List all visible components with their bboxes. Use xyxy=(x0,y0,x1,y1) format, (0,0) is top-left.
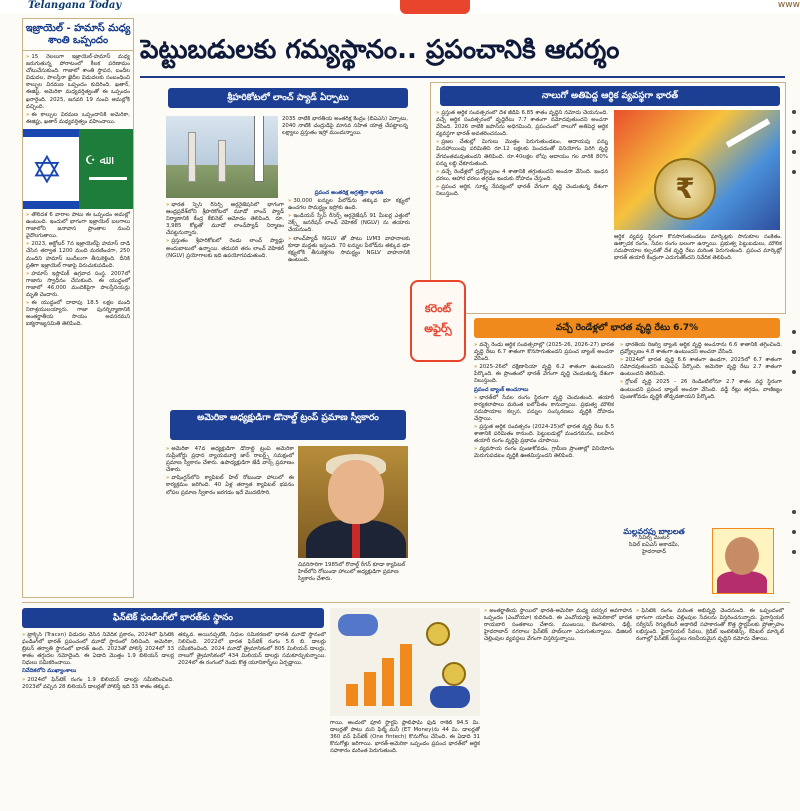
fintech-subhead: నివేదికలోని ముఖ్యాంశాలు xyxy=(22,668,77,675)
paragraph: » ప్రజల చేతుల్లో మిగులు మొత్తం పెరుగుతుండటం, ఆదాయపు పన్ను మినహాయింపు పరిమితిని రూ.12 లక్షలకు పెంచడంతో వినియోగం పెరిగి వృద్ధి వేగవంతమవుతుందని తెలిపింది. రూ.40లక్షల లోపు ఆదాయం గల వారికి 80% పన్ను లబ్ధి చేకూరుతుంది. xyxy=(436,139,608,167)
paragraph: » గ్లోబల్ వృద్ధి 2025 - 26 రెండింటిలోనూ 2.7 శాతం వద్ద స్థిరంగా ఉంటుందని ప్రపంచ బ్యాంక్ అంచనా వేసింది. వడ్డీ రేట్లు తగ్గడం, వాణిజ్యం పుంజుకోవడం వృద్ధికి తోడ్పడతాయని పేర్కొంది. xyxy=(620,379,782,400)
trump-banner: అమెరికా అధ్యక్షుడిగా డొనాల్డ్ ట్రంప్ ప్రమాణ స్వీకారం xyxy=(170,410,406,440)
israel-flag-icon: ✡ xyxy=(23,129,79,209)
hand-icon xyxy=(430,686,470,708)
economy-banner: నాలుగో అతిపెద్ద ఆర్థిక వ్యవస్థగా భారత్ xyxy=(440,86,780,106)
masthead-logo xyxy=(400,0,470,14)
paragraph: » ప్రస్తుత ఆర్థిక సంవత్సరంలో దేశ జీడీపీ 6.85 శాతం వృద్ధిని నమోదు చేయనుంది. వచ్చే ఆర్థిక సంవత్సరంలో వృద్ధిరేటు 7.7 శాతంగా నమోదవుతుందని అంచనా వేసింది. 2026 నాటికి జపాన్‌ను అధిగమించి, ప్రపంచంలో నాలుగో అతిపెద్ద ఆర్థిక వ్యవస్థగా భారత్ అవతరించనుంది. xyxy=(436,110,608,138)
reporter-face xyxy=(725,537,759,575)
paragraph: » 2024లో ఫిన్‌టెక్ రంగం 1.9 బిలియన్ డాలర్లు సమీకరించింది. 2023లో వచ్చిన 28 బిలియన్ డాలర్లతో పోలిస్తే ఇది 33 శాతం తక్కువ. xyxy=(22,677,174,691)
economy-caption: ఆర్థిక వ్యవస్థ స్థిరంగా కొనసాగుతుండటం మార్కెట్లకు సానుకూల సంకేతం. ఉత్పాదక రంగం, సేవల రంగం బలంగా ఉన్నాయి. ప్రభుత్వ పెట్టుబడులు, మౌలిక సదుపాయాల కల్పనతో దేశ వృద్ధి రేటు మరింత పెరుగుతుంది. ప్రపంచ మార్కెట్లో భారత్ తయారీ కేంద్రంగా ఎదుగుతోందని నివేదిక తెలిపింది. xyxy=(614,234,782,262)
paragraph: » 30,000 టన్నుల పేలోడ్‌ను తక్కువ భూ కక్ష్యలో ఉంచగల సామర్థ్యం ఇస్రోకు ఉంది. xyxy=(288,198,410,212)
badge-line-1: కరెంట్ xyxy=(424,302,452,315)
badge-frame xyxy=(410,280,466,362)
paragraph: » ప్రస్తుతం శ్రీహరికోటలో రెండు లాంచ్ ప్యాడ్లు అందుబాటులో ఉన్నాయి. తదుపరి తరం లాంచ్ వెహికల్ (NGLV) ప్రయోగాలకు ఇది ఉపయోగపడుతుంది. xyxy=(166,238,284,259)
trump-caption: చివరిసారిగా 1985లో రొనాల్డ్ రీగన్ కూడా క్యాపిటల్ హిల్‌లోని రోటుండా హాలులో అధ్యక్షుడిగా ప్రమాణ స్వీకారం చేశారు. xyxy=(298,562,406,582)
economy-photo xyxy=(614,110,780,230)
tower xyxy=(188,132,196,182)
paragraph: » ట్రాక్స్‌న్ (Tracxn) విడుదల చేసిన నివేదిక ప్రకారం, 2024లో ఫిన్‌టెక్ ఫండింగ్‌లో భారత్ ప్రపంచంలో మూడో స్థానంలో నిలిచింది. అమెరికా, బ్రిటన్ తర్వాతి స్థానంలో భారత్ ఉంది. 2023తో పోలిస్తే 2024లో 33 శాతం తగ్గుదల నమోదైంది. ఈ ఏడాది మొత్తం 1.9 బిలియన్ డాలర్ల నిధులు సమీకరించాయి. xyxy=(22,632,174,667)
left-article-heading: ఇజ్రాయెల్ - హమాస్ మధ్య శాంతి ఒప్పందం xyxy=(23,19,133,51)
top-strip xyxy=(0,0,800,14)
fintech-col-4 xyxy=(484,608,632,811)
paragraph: » భారత స్పేస్ రీసెర్చ్ ఆర్గనైజేషన్‌లో భాగంగా ఆంధ్రప్రదేశ్‌లోని శ్రీహరికోటలో మూడో లాంచ్ ప్యాడ్ నిర్మాణానికి కేంద్ర కేబినెట్ ఆమోదం తెలిపింది. రూ. 3,985 కోట్లతో మూడో లాంచ్‌ప్యాడ్ నిర్మాణం చేపట్టనున్నారు. xyxy=(166,202,284,237)
flags-image xyxy=(23,129,133,209)
sriharikota-text-right xyxy=(288,190,410,412)
paragraph: » వచ్చే రెండేళ్లలో ద్రవ్యోల్బణం 4 శాతానికి తగ్గుతుందని అంచనా వేసింది. ఇంధన ధరలు, ఆహార ధరలు తగ్గడం ఇందుకు దోహదం చేస్తుంది. xyxy=(436,169,608,183)
fintech-col-3 xyxy=(330,720,480,811)
rupee-coin-icon: ₹ xyxy=(654,158,716,220)
paragraph: » తొలిదశ 6 వారాల పాటు ఈ ఒప్పందం అమల్లో ఉంటుంది. ఇందులో భాగంగా ఇజ్రాయెల్ బలగాలు గాజాలోని జనావాస ప్రాంతాల నుంచి వైదొలగుతాయి. xyxy=(26,212,130,240)
paragraph: గాయి. అందులో ఫూల్ స్టార్టప్ ప్లాట్‌ఫామ్ ఫుడ్ రాకెట్ 94.5 మి. డాలర్లతో పాటు మని ఫిల్మ్ మనీ (ET Money)ను 44 మి. డాలర్లతో 360 వన్ ఫిన్‌టెక్ (One fintech) కొనుగోలు చేసింది. ఈ ఏడాది 31 కొనుగోళ్లు జరిగాయి. భారత్-అమెరికా ఒప్పందం ప్రపంచ భారత్‌లో ఆర్థిక సహకారం మరింత పెరుగుతుంది. xyxy=(330,720,480,755)
growth-subhead: ప్రపంచ బ్యాంక్ అంచనాలు xyxy=(474,386,529,393)
paragraph: » ఈ కాల్పుల విరమణ ఒప్పందానికి అమెరికా, ఈజిప్టు, ఖతార్ మధ్యవర్తిత్వం వహించాయి. xyxy=(26,112,130,126)
fintech-banner: ఫిన్‌టెక్ ఫండింగ్‌లో భారత్‌కు స్థానం xyxy=(22,608,324,628)
paragraph: » లాంచ్‌ప్యాడ్ NGLV తో పాటు LVM3 వాహనాలకు కూడా మద్దతు ఇస్తుంది. 70 టన్నుల పేలోడ్‌ను తక్కువ భూ కక్ష్యలోకి తీసుకెళ్లగల సామర్థ్యం NGLV వాహనానికి ఉంటుంది. xyxy=(288,236,410,264)
paragraph: » వాషింగ్టన్‌లోని క్యాపిటల్ హిల్ రోటుండా హాలులో ఈ కార్యక్రమం జరిగింది. 40 ఏళ్ల తర్వాత క్యాపిటల్ భవనం లోపల ప్రమాణ స్వీకారం జరగడం ఇదే మొదటిసారి. xyxy=(166,475,294,496)
coin-icon xyxy=(442,662,466,686)
hand-icon xyxy=(338,614,378,636)
edge-bullets xyxy=(790,80,800,600)
growth-banner: వచ్చే రెండేళ్లలో భారత వృద్ధి రేటు 6.7% xyxy=(474,318,780,338)
reporter-name: మల్లవరపు బాలలత xyxy=(623,527,685,536)
growth-text-right xyxy=(620,342,782,522)
sriharikota-subhead: ప్రపంచ అంతరిక్ష అగ్రశక్తిగా భారత్ xyxy=(314,190,384,196)
badge-line-2: అఫైర్స్ xyxy=(424,322,452,335)
paragraph: » భారతీయ రిజర్వ్ బ్యాంక్ ఆర్థిక వృద్ధి అంచనాను 6.6 శాతానికి తగ్గించింది. ద్రవ్యోల్బణం 4.8 శాతంగా ఉంటుందని అంచనా వేసింది. xyxy=(620,342,782,356)
paragraph: » 15 నెలలుగా ఇజ్రాయెల్-హమాస్ మధ్య జరుగుతున్న పోరాటంలో కీలక పరిణామం చోటుచేసుకుంది. గాజాలో శాంతి స్థాపన, బందీల విడుదల, పాలస్తీనా ఖైదీల విడుదలకు సంబంధించి కాల్పుల విరమణ ఒప్పందం కుదిరింది. ఖతార్, ఈజిప్ట్, అమెరికా మధ్యవర్తిత్వంతో ఈ ఒప్పందం ఖరారైంది. 2025, జనవరి 19 నుంచి అమల్లోకి వచ్చింది. xyxy=(26,54,130,111)
trump-text xyxy=(166,446,294,596)
paragraph: » భారత్‌లో సేవల రంగం స్థిరంగా వృద్ధి చెందుతుంది. తయారీ కార్యకలాపాలు మరింత బలోపేతం కానున్నాయి. ప్రభుత్వ మౌలిక సదుపాయాల కల్పన, పన్నుల సంస్కరణలు వృద్ధికి దోహదం చేస్తాయి. xyxy=(474,395,614,423)
paragraph: » ఫిన్‌టెక్ రంగం మరింత అభివృద్ధి చెందనుంది. ఈ ఒప్పందంలో భాగంగా యూపీఐ చెల్లింపుల సేవలను విస్తరించనున్నారు. ఫైనాన్షియల్ సర్వీసెస్ రెగ్యులేటరీ అథారిటీ సహకారంతో కొత్త స్టార్టప్‌లకు ప్రోత్సాహం లభిస్తుంది. ఫైనాన్షియల్ సేవలు, క్రెడిట్ ఇంటెలిజెన్స్, కేపిటల్ మార్కెట్ రంగాల్లో ఫిన్‌టెక్ సంస్థలు గణనీయమైన వృద్ధిని నమోదు చేశాయి. xyxy=(636,608,784,643)
reporter-photo xyxy=(712,528,774,594)
paragraph: » 2025-26లో దక్షిణాసియా వృద్ధి 6.2 శాతంగా ఉంటుందని పేర్కొంది. ఈ ప్రాంతంలో భారత్ వేగంగా వృద్ధి చెందుతున్న దేశంగా నిలుస్తుంది. xyxy=(474,364,614,385)
reporter-city: హైదరాబాద్ xyxy=(641,549,666,555)
headline-rule xyxy=(140,76,785,78)
left-article-body-2 xyxy=(23,212,133,329)
sriharikota-text-top xyxy=(282,116,408,200)
fintech-photo xyxy=(330,608,480,716)
paragraph: » హమాస్ ఇస్లామిక్ ఉగ్రవాద సంస్థ. 2007లో గాజాను స్వాధీనం చేసుకుంది. ఈ యుద్ధంలో గాజాలో 46,000 మందికిపైగా పాలస్తీనియన్లు మృతి చెందారు. xyxy=(26,271,130,299)
fintech-col-1 xyxy=(22,632,174,811)
section-divider xyxy=(22,602,790,603)
paragraph: 2035 నాటికి భారతీయ అంతరిక్ష కేంద్రం (బీఏఎస్) ఏర్పాటు, 2040 నాటికి చంద్రుడిపై మానవ సహిత యాత్ర చేపట్టాలన్న లక్ష్యాలు ప్రస్తుతం ఇస్రో ముందున్నాయి. xyxy=(282,116,408,137)
reporter-role: సివిల్స్ మెంటర్ xyxy=(638,535,670,541)
paragraph: » ఈ యుద్ధంలో దాదాపు 18.5 లక్షల మంది నిరాశ్రయులయ్యారు. గాజా పునర్నిర్మాణానికి అంతర్జాతీయ సాయం అవసరమని ఐక్యరాజ్యసమితి తెలిపింది. xyxy=(26,300,130,328)
paragraph: » అమెరికా 47వ అధ్యక్షుడిగా డొనాల్డ్ ట్రంప్ అమెరికా సుప్రీంకోర్టు ప్రధాన న్యాయమూర్తి జాన్ రాబర్ట్స్ సమక్షంలో ప్రమాణ స్వీకారం చేశారు. ఉపాధ్యక్షుడిగా జేడీ వాన్స్ ప్రమాణం చేశారు. xyxy=(166,446,294,474)
left-column-article xyxy=(22,18,134,598)
left-article-body-1 xyxy=(23,51,133,126)
paragraph: » ఇండియన్ స్పేస్ రీసెర్చ్ ఆర్గనైజేషన్ 91 మీటర్ల ఎత్తులో నెక్స్ట్ జనరేషన్ లాంచ్ వెహికల్ (NGLV) ను తయారు చేయనుంది. xyxy=(288,213,410,234)
hamas-flag-icon: ☪ ﷲ xyxy=(79,129,134,209)
fintech-col-2 xyxy=(178,632,326,811)
growth-arrow-icon xyxy=(726,118,771,147)
launch-pad-photo xyxy=(166,116,278,198)
coin-icon xyxy=(426,622,450,646)
fintech-col-5 xyxy=(636,608,784,811)
paragraph: » అంతర్జాతీయ స్థాయిలో భారత్-అమెరికా మధ్య పరస్పర అవగాహన ఒప్పందం (ఎంవోయూ) కుదిరింది. ఈ ఎంవోయూపై అమెరికాలో భారత రాయబారి సంతకాలు చేశారు. ముంబయి, బెంగళూరు, ఢిల్లీ, హైదరాబాద్ నగరాలు ఫిన్‌టెక్ హబ్‌లుగా ఎదుగుతున్నాయి. డిజిటల్ చెల్లింపుల వ్యవస్థలు వేగంగా విస్తరిస్తున్నాయి. xyxy=(484,608,632,643)
reporter-org: సివిల్ ఐఏఎస్ అకాడమీ, xyxy=(628,542,680,548)
paragraph: తక్కువ. అయినప్పటికీ, నిధుల సమీకరణలో భారత్ మూడో స్థానంలో నిలిచింది. 2022లో భారత ఫిన్‌టెక్ రంగం 5.6 బి. డాలర్లు సమీకరించింది. 2024 మూడో త్రైమాసికంలో 805 మిలియన్ డాలర్లు, నాలుగో త్రైమాసికంలో 434 మిలియన్ డాలర్లు సమకూర్చుకున్నాయి. 2024లో ఈ రంగంలో రెండు కొత్త యూనికార్న్‌లు ఏర్పడ్డాయి. xyxy=(178,632,326,667)
sriharikota-banner: శ్రీహరికోటలో లాంచ్ ప్యాడ్ ఏర్పాటు xyxy=(168,88,408,108)
paragraph: » వ్యవసాయ రంగం పుంజుకోవడం, గ్రామీణ ప్రాంతాల్లో వినియోగం మెరుగుపడటం వృద్ధికి ఊతమిస్తుందని తెలిపింది. xyxy=(474,446,614,460)
paragraph: » ప్రపంచ ఆర్థిక, సూక్ష్మ నేపథ్యంలో భారత్ వేగంగా వృద్ధి చెందుతున్న దేశంగా నిలుస్తుంది. xyxy=(436,184,608,198)
page-headline: పెట్టుబడులకు గమ్యస్థానం.. ప్రపంచానికి ఆదర్శం xyxy=(140,35,620,65)
growth-text-left xyxy=(474,342,614,598)
paragraph: » ప్రస్తుత ఆర్థిక సంవత్సరం (2024-25)లో భారత వృద్ధి రేటు 6.5 శాతానికి పరిమితం కానుంది. పెట్టుబడుల్లో మందగమనం, బలహీన తయారీ రంగం వృద్ధిపై ప్రభావం చూపాయి. xyxy=(474,424,614,445)
reporter-byline xyxy=(614,528,694,592)
tower xyxy=(218,140,226,182)
paragraph: » వచ్చే రెండు ఆర్థిక సంవత్సరాల్లో (2025-26, 2026-27) భారత వృద్ధి రేటు 6.7 శాతంగా కొనసాగుతుందని ప్రపంచ బ్యాంక్ అంచనా వేసింది. xyxy=(474,342,614,363)
sriharikota-text-left xyxy=(166,202,284,412)
paragraph: » 2023, అక్టోబర్ 7న ఇజ్రాయెల్‌పై హమాస్ దాడి చేసిన తర్వాత 1200 మంది మరణించగా, 250 మందిని హమాస్ బందీలుగా తీసుకెళ్లింది. దీనికి ప్రతిగా ఇజ్రాయెల్ గాజాపై విరుచుకుపడింది. xyxy=(26,241,130,269)
rocket-icon xyxy=(254,116,264,182)
brand-name: Telangana Today xyxy=(28,0,122,11)
face xyxy=(328,460,384,524)
site-url: www xyxy=(777,0,800,10)
current-affairs-badge xyxy=(410,280,466,362)
trump-photo xyxy=(298,446,408,558)
tie xyxy=(352,524,360,558)
paragraph: » 2024లో భారత వృద్ధి 6.6 శాతంగా ఉండగా, 2025లో 6.7 శాతంగా నమోదవుతుందని ఐఎంఎఫ్ పేర్కొంది. అమెరికా వృద్ధి రేటు 2.7 శాతంగా ఉంటుందని తెలిపింది. xyxy=(620,357,782,378)
